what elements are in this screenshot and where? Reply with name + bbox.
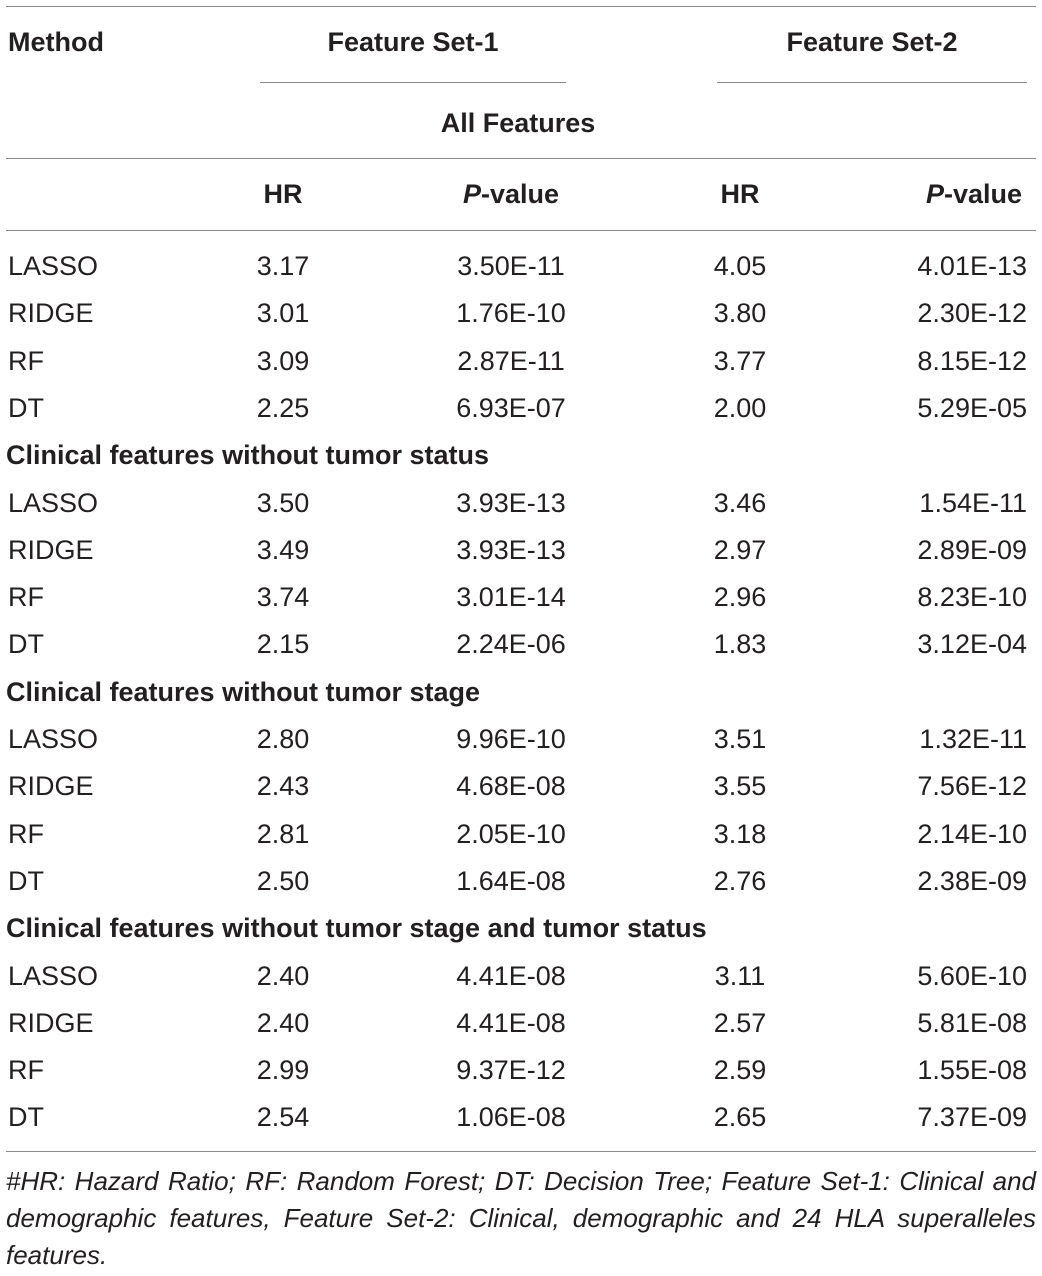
method-cell: RIDGE xyxy=(8,298,94,329)
hr-set-2-cell: 3.11 xyxy=(714,960,766,991)
feature-set-2-header: Feature Set-2 xyxy=(786,27,958,57)
p-value-set-2-cell: 5.29E-05 xyxy=(917,392,1027,423)
p-value-set-2-cell: 7.56E-12 xyxy=(917,771,1027,802)
p-suffix: -value xyxy=(480,179,560,209)
hr-set-1-cell: 3.01 xyxy=(256,298,310,329)
hr-header-2: HR xyxy=(720,179,760,209)
hr-set-1-cell: 2.25 xyxy=(256,392,310,423)
hr-set-2-cell: 2.59 xyxy=(713,1055,767,1086)
p-italic: P xyxy=(462,179,481,209)
p-value-set-1-cell: 1.64E-08 xyxy=(456,865,566,896)
hr-set-2-cell: 3.51 xyxy=(713,724,767,754)
hr-set-2-cell: 2.76 xyxy=(713,865,767,896)
hr-set-1-cell: 2.15 xyxy=(256,629,310,660)
p-value-header-1 xyxy=(463,178,559,210)
section-title: Clinical features without tumor stage xyxy=(6,676,481,707)
hr-set-1-cell: 2.40 xyxy=(256,960,310,991)
table-footnote: #HR: Hazard Ratio; RF: Random Forest; DT: Decision Tree; Feature Set-1: Clinical and demographic features, Feature Set-2: Clinical, demographic and 24 HLA superalleles features. xyxy=(6,1166,1036,1270)
all-features-header: All Features xyxy=(440,108,596,138)
hr-set-2-cell: 3.77 xyxy=(713,345,767,376)
method-cell: LASSO xyxy=(8,251,99,281)
hr-set-2-cell: 2.96 xyxy=(713,582,767,613)
method-header: Method xyxy=(8,27,104,57)
hr-set-1-cell: 2.50 xyxy=(256,865,310,896)
p-value-set-1-cell: 1.76E-10 xyxy=(456,298,566,329)
hr-set-2-cell: 3.55 xyxy=(713,771,767,802)
hr-set-2-cell: 2.57 xyxy=(713,1007,767,1038)
hr-set-2-cell: 1.83 xyxy=(713,629,767,660)
hr-set-1-cell: 2.81 xyxy=(256,818,310,849)
p-value-header-2 xyxy=(926,178,1022,210)
feature-set-1-header: Feature Set-1 xyxy=(327,27,499,57)
p-value-set-1-cell: 9.37E-12 xyxy=(456,1055,566,1086)
p-value-set-1-cell: 3.93E-13 xyxy=(456,487,566,518)
p-value-set-2-cell: 2.14E-10 xyxy=(917,818,1027,849)
p-value-set-1-cell: 4.41E-08 xyxy=(456,1007,566,1038)
section-title: Clinical features without tumor status xyxy=(6,440,490,471)
p-value-set-2-cell: 8.23E-10 xyxy=(917,582,1027,613)
top-rule xyxy=(6,6,1036,7)
hr-set-1-cell: 3.17 xyxy=(256,251,310,281)
p-value-set-1-cell: 3.93E-13 xyxy=(456,534,566,565)
hr-set-2-cell: 3.18 xyxy=(713,818,767,849)
method-cell: LASSO xyxy=(8,724,99,754)
method-cell: DT xyxy=(8,629,44,660)
feature-set-1-underline xyxy=(260,82,566,83)
method-cell: RIDGE xyxy=(8,771,94,802)
hr-set-1-cell: 2.99 xyxy=(256,1055,310,1086)
p-value-set-1-cell: 4.41E-08 xyxy=(456,960,566,991)
method-cell: RF xyxy=(8,1055,44,1086)
p-value-set-2-cell: 5.60E-10 xyxy=(917,960,1027,991)
bottom-rule xyxy=(6,1151,1036,1152)
hr-set-1-cell: 2.54 xyxy=(256,1102,310,1133)
p-value-set-1-cell: 6.93E-07 xyxy=(456,392,566,423)
section-title: Clinical features without tumor stage and tumor status xyxy=(6,913,707,944)
all-features-rule xyxy=(6,158,1036,159)
hr-set-2-cell: 2.00 xyxy=(713,392,767,423)
p-value-set-1-cell: 3.50E-11 xyxy=(457,251,565,281)
hr-set-1-cell: 3.09 xyxy=(256,345,310,376)
hr-header-1: HR xyxy=(263,179,303,209)
p-value-set-2-cell: 3.12E-04 xyxy=(917,629,1027,660)
method-cell: RIDGE xyxy=(8,1007,94,1038)
hr-set-1-cell: 2.40 xyxy=(256,1007,310,1038)
p-value-set-1-cell: 1.06E-08 xyxy=(456,1102,566,1133)
method-cell: LASSO xyxy=(8,487,99,518)
p-value-set-2-cell: 2.38E-09 xyxy=(917,865,1027,896)
p-value-set-2-cell: 2.30E-12 xyxy=(917,298,1027,329)
p-suffix: -value xyxy=(943,179,1022,209)
p-value-set-2-cell: 1.54E-11 xyxy=(919,487,1027,518)
hr-set-2-cell: 2.65 xyxy=(713,1102,767,1133)
p-value-set-2-cell: 1.32E-11 xyxy=(919,724,1027,754)
p-value-set-2-cell: 5.81E-08 xyxy=(917,1007,1027,1038)
column-header-rule xyxy=(6,230,1036,231)
hr-set-2-cell: 4.05 xyxy=(713,251,767,281)
feature-set-2-underline xyxy=(717,82,1027,83)
hr-set-2-cell: 3.46 xyxy=(713,487,767,518)
method-cell: DT xyxy=(8,392,44,423)
p-value-set-1-cell: 4.68E-08 xyxy=(456,771,566,802)
hr-set-1-cell: 3.49 xyxy=(256,534,310,565)
p-value-set-2-cell: 1.55E-08 xyxy=(917,1055,1027,1086)
hr-set-1-cell: 3.50 xyxy=(256,487,310,518)
hr-set-1-cell: 3.74 xyxy=(256,582,310,613)
hr-set-2-cell: 2.97 xyxy=(713,534,767,565)
p-value-set-1-cell: 9.96E-10 xyxy=(456,724,566,754)
p-value-set-1-cell: 2.87E-11 xyxy=(457,345,565,376)
p-value-set-2-cell: 8.15E-12 xyxy=(917,345,1027,376)
hr-set-2-cell: 3.80 xyxy=(713,298,767,329)
method-cell: RF xyxy=(8,582,44,613)
method-cell: RF xyxy=(8,345,44,376)
method-cell: LASSO xyxy=(8,960,99,991)
p-value-set-1-cell: 2.24E-06 xyxy=(456,629,566,660)
p-value-set-1-cell: 2.05E-10 xyxy=(456,818,566,849)
method-cell: DT xyxy=(8,865,44,896)
hr-set-1-cell: 2.80 xyxy=(256,724,310,754)
p-value-set-2-cell: 4.01E-13 xyxy=(917,251,1027,281)
p-value-set-2-cell: 2.89E-09 xyxy=(917,534,1027,565)
method-cell: RF xyxy=(8,818,44,849)
p-value-set-2-cell: 7.37E-09 xyxy=(917,1102,1027,1133)
p-value-set-1-cell: 3.01E-14 xyxy=(456,582,566,613)
p-italic: P xyxy=(925,179,944,209)
method-cell: RIDGE xyxy=(8,534,94,565)
hr-set-1-cell: 2.43 xyxy=(256,771,310,802)
method-cell: DT xyxy=(8,1102,44,1133)
